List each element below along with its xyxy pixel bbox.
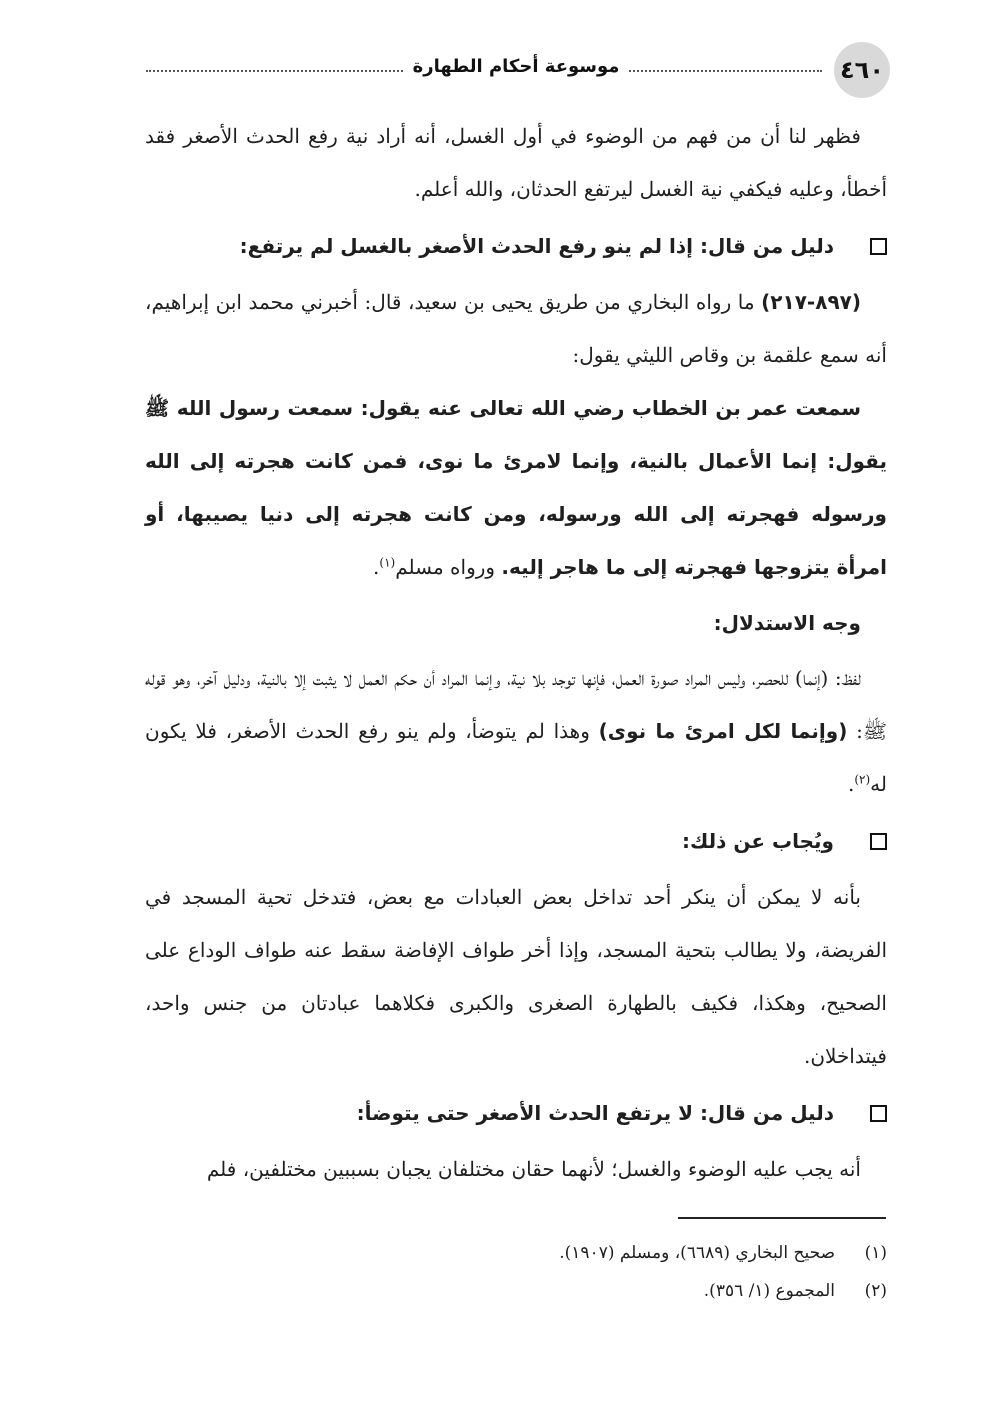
- footnote-2: [145, 1272, 887, 1310]
- footnote-1: [145, 1234, 887, 1272]
- paragraph-2: [145, 276, 887, 382]
- square-bullet-icon: [870, 1105, 887, 1122]
- paragraph-6: أنه يجب عليه الوضوء والغسل؛ لأنهما حقان مختلفان يجبان بسببين مختلفين، فلم: [206, 1157, 861, 1181]
- footnote-separator: [678, 1217, 886, 1219]
- hadith-source: ورواه مسلم: [395, 555, 496, 579]
- paragraph-5: بأنه لا يمكن أن ينكر أحد تداخل بعض العبادات مع بعض، فتدخل تحية المسجد في الفريضة، ولا يطالب بتحية المسجد، وإذا أخر طواف الإفاضة سقط عنه طواف الوداع على الصحيح، وهكذا، فكيف بالطهارة الصغرى والكبرى فكلاهما عبادتان من جنس واحد، فيتداخلان.: [145, 885, 887, 1068]
- section-heading-2: وجه الاستدلال:: [713, 611, 861, 635]
- hadith-number: (٨٩٧-٢١٧): [761, 290, 861, 314]
- page-header: [140, 40, 892, 102]
- page-number-badge: ٤٦٠: [834, 42, 890, 98]
- paragraph-4-part-b: وهذا لم يتوضأ، ولم ينو رفع الحدث الأصغر، فلا يكون له: [145, 719, 887, 796]
- square-bullet-icon: [870, 238, 887, 255]
- section-heading-4-text: دليل من قال: لا يرتفع الحدث الأصغر حتى يتوضأ:: [356, 1101, 834, 1125]
- page-body: [145, 110, 887, 1196]
- paragraph-2-text: ما رواه البخاري من طريق يحيى بن سعيد، قال: أخبرني محمد ابن إبراهيم، أنه سمع علقمة بن وقاص الليثي يقول:: [145, 290, 887, 367]
- footnotes: [145, 1234, 887, 1310]
- paragraph-1: فظهر لنا أن من فهم من الوضوء في أول الغسل، أنه أراد نية رفع الحدث الأصغر فقد أخطأ، وعليه فيكفي نية الغسل ليرتفع الحدثان، والله أعلم.: [145, 124, 887, 201]
- footnote-2-text: المجموع (١/ ٣٥٦).: [703, 1281, 835, 1301]
- section-heading-3: [145, 811, 887, 871]
- paragraph-4-part-a: لفظ: (إنما) للحصر، وليس المراد صورة العمل، فإنها توجد بلا نية، وإنما المراد أن حكم العمل لا يثبت إلا بالنية، ودليل آخر، وهو قوله ﷺ:: [145, 666, 888, 743]
- paragraph-4: لفظ: (إنما) للحصر، وليس المراد صورة العمل، فإنها توجد بلا نية، وإنما المراد أن حكم العمل لا يثبت إلا بالنية، ودليل آخر، وهو قوله ﷺ: (وإنما لكل امرئ ما نوى) وهذا لم يتوضأ، ولم ينو رفع الحدث الأصغر، فلا يكون له$^{(٢)}$.: [145, 666, 888, 796]
- section-heading-4: [145, 1083, 887, 1143]
- hadith-text: سمعت عمر بن الخطاب رضي الله تعالى عنه يقول: سمعت رسول الله ﷺ يقول: إنما الأعمال بالنية، وإنما لامرئ ما نوى، فمن كانت هجرته إلى الله ورسوله فهجرته إلى الله ورسوله، ومن كانت هجرته إلى دنيا يصيبها، أو امرأة يتزوجها فهجرته إلى ما هاجر إليه. ورواه مسلم$^{(١)}$.: [145, 396, 887, 579]
- footnote-1-text: صحيح البخاري (٦٦٨٩)، ومسلم (١٩٠٧).: [559, 1243, 835, 1263]
- running-title: موسوعة أحكام الطهارة: [405, 56, 628, 77]
- section-heading-1-text: دليل من قال: إذا لم ينو رفع الحدث الأصغر بالغسل لم يرتفع:: [239, 234, 834, 258]
- footnote-ref-1[interactable]: (١): [379, 555, 396, 570]
- section-heading-3-text: ويُجاب عن ذلك:: [682, 829, 834, 853]
- square-bullet-icon: [870, 833, 887, 850]
- section-heading-1: [145, 216, 887, 276]
- footnote-2-number: (٢): [864, 1281, 887, 1301]
- footnote-ref-2[interactable]: (٢): [854, 772, 871, 787]
- footnote-1-number: (١): [864, 1243, 887, 1263]
- paragraph-4-bold: (وإنما لكل امرئ ما نوى): [598, 719, 848, 743]
- hadith-bold-text: سمعت عمر بن الخطاب رضي الله تعالى عنه يقول: سمعت رسول الله ﷺ يقول: إنما الأعمال بالنية، وإنما لامرئ ما نوى، فمن كانت هجرته إلى الله ورسوله فهجرته إلى الله ورسوله، ومن كانت هجرته إلى دنيا يصيبها، أو امرأة يتزوجها فهجرته إلى ما هاجر إليه.: [145, 396, 887, 579]
